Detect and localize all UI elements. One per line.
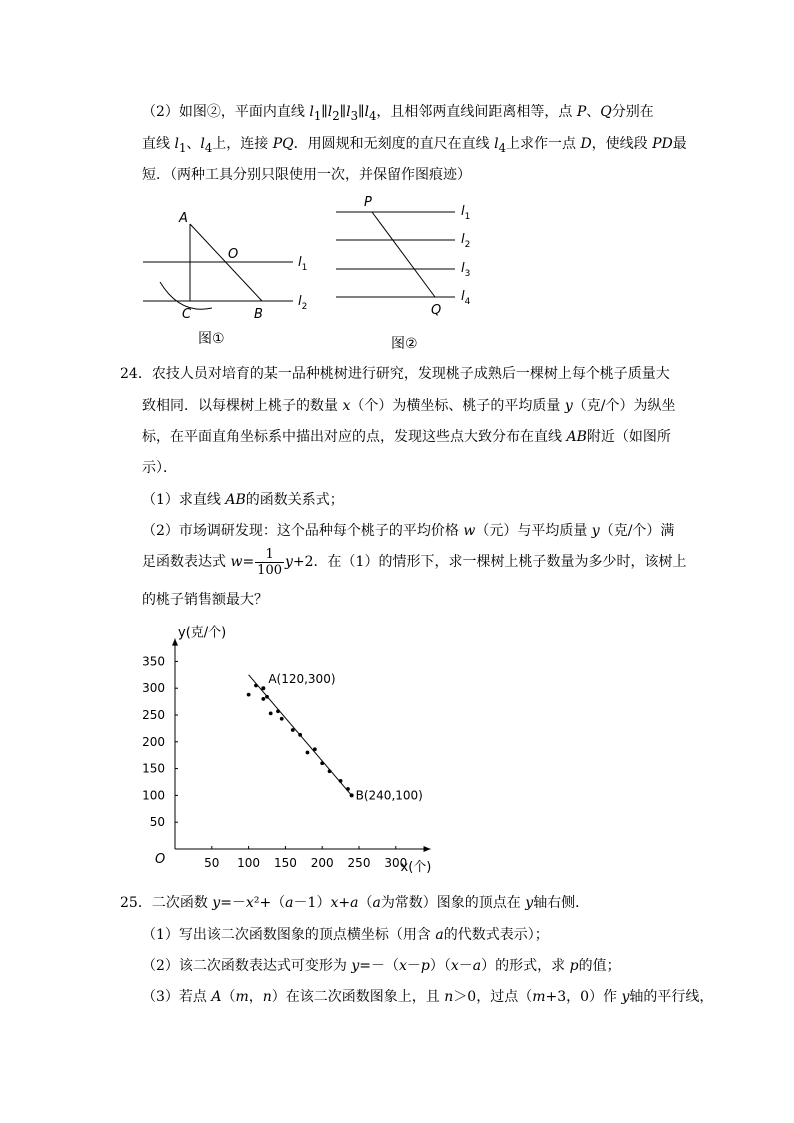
q25-sub1: （1）写出该二次函数图象的顶点横坐标（用含 a的代数式表示）； <box>142 927 549 943</box>
fig2-label-l4: $l_4$ <box>461 289 471 307</box>
x-axis-arrow <box>424 846 431 852</box>
q23-2-line1: （2）如图②，平面内直线 $l_1\parallel l_2\parallel l_3\parallel l_4$，且相邻两直线间距离相等，点 P、Q分别在 <box>142 104 654 123</box>
q25-sub3: （3）若点 A（m，n）在该二次函数图象上，且 n＞0，过点（m+3，0）作 y轴的平行线， <box>142 989 714 1005</box>
fig1-label-o: O <box>228 247 239 262</box>
y-tick-label: 250 <box>142 708 165 722</box>
data-point <box>339 779 343 783</box>
y-tick-label: 200 <box>142 734 165 749</box>
y-tick-label: 300 <box>142 681 165 696</box>
q23-2-line3: 短．（两种工具分别只限使用一次，并保留作图痕迹） <box>142 167 471 183</box>
fraction: $\frac{1}{100}$ <box>257 546 282 578</box>
fig2-segment-pq <box>372 212 435 297</box>
y-tick-label: 100 <box>142 788 165 803</box>
fig2-label-q: Q <box>431 303 442 318</box>
parallel-2: ∥ <box>339 104 347 120</box>
figure-1 <box>135 205 335 355</box>
data-point <box>261 697 265 701</box>
fig1-label-c: C <box>182 307 192 322</box>
data-point <box>313 747 317 751</box>
x-tick-label: 250 <box>347 856 371 870</box>
origin-label: O <box>155 852 166 867</box>
data-point <box>306 751 310 755</box>
data-point <box>247 693 251 697</box>
fig2-label-l3: $l_3$ <box>461 261 471 279</box>
parallel-3: ∥ <box>358 104 365 120</box>
data-point <box>346 787 350 791</box>
q24-para-line2: 致相同．以每棵树上桃子的数量 x（个）为横坐标、桃子的平均质量 y（克/个）为纵坐 <box>142 398 676 414</box>
x-tick-label: 50 <box>204 856 220 870</box>
x-tick-label: 100 <box>237 856 261 870</box>
data-point <box>269 711 273 715</box>
y-tick-label: 50 <box>149 815 165 830</box>
annotation-point <box>261 686 265 690</box>
fig1-label-b: B <box>254 307 263 322</box>
y-axis-label: y(克/个) <box>178 625 227 641</box>
data-point <box>328 769 332 773</box>
q24-para-line4: 示）． <box>142 460 177 476</box>
x-tick-label: 150 <box>273 856 297 870</box>
data-point <box>280 717 284 721</box>
q24-sub2-cont: 足函数表达式 w= $\frac{1}{100}$ y+2．在（1）的情形下，求一棵树上桃子数量为多少时，该树上 <box>142 546 687 578</box>
data-point <box>291 728 295 732</box>
q24-para-line3: 标，在平面直角坐标系中描出对应的点，发现这些点大致分布在直线 AB附近（如图所 <box>142 429 671 445</box>
fig2-label-l1: $l_1$ <box>461 204 471 222</box>
fig2-label-l2: $l_2$ <box>461 232 471 250</box>
q25-sub2: （2）该二次函数表达式可变形为 y=－（x－p）（x－a）的形式，求 p的值； <box>142 958 621 974</box>
x-axis-label: x(个) <box>400 860 432 875</box>
q23-2-line2: 直线 $l_1$、$l_4$上，连接 PQ．用圆规和无刻度的直尺在直线 $l_4$上求作一点 D，使线段 PD最 <box>142 136 687 155</box>
fig1-label-l1: $l_1$ <box>298 255 308 273</box>
q24-sub2-cont2: 的桃子销售额最大？ <box>142 592 268 608</box>
scatter-chart <box>140 625 440 875</box>
x-tick-label: 200 <box>310 856 334 870</box>
data-point <box>265 695 269 699</box>
q24-sub2: （2）市场调研发现：这个品种每个桃子的平均价格 w（元）与平均质量 y（克/个）满 <box>142 523 675 539</box>
annotation-label: A(120,300) <box>268 672 336 687</box>
fig2-caption: 图② <box>391 336 418 352</box>
data-point <box>254 684 258 688</box>
q25-line1: 25．二次函数 y=－x²+（a－1）x+a（a为常数）图象的顶点在 y轴右侧． <box>120 895 590 911</box>
x-tick-label: 300 <box>384 856 408 870</box>
data-point <box>298 733 302 737</box>
fig1-arc <box>160 282 212 309</box>
fig1-label-a: A <box>179 211 188 226</box>
q24-para-line1: 24．农技人员对培育的某一品种桃树进行研究，发现桃子成熟后一棵树上每个桃子质量大 <box>120 366 670 382</box>
figure-2 <box>330 195 490 352</box>
annotation-point <box>350 793 354 797</box>
fig2-label-p: P <box>364 195 372 210</box>
fig1-caption: 图① <box>198 331 225 347</box>
y-tick-label: 350 <box>142 654 165 669</box>
data-point <box>320 761 324 765</box>
q24-sub1: （1）求直线 AB的函数关系式； <box>142 492 344 508</box>
annotation-label: B(240,100) <box>355 788 423 803</box>
y-tick-label: 150 <box>142 761 165 776</box>
fig1-label-l2: $l_2$ <box>298 294 308 312</box>
data-point <box>276 709 280 713</box>
